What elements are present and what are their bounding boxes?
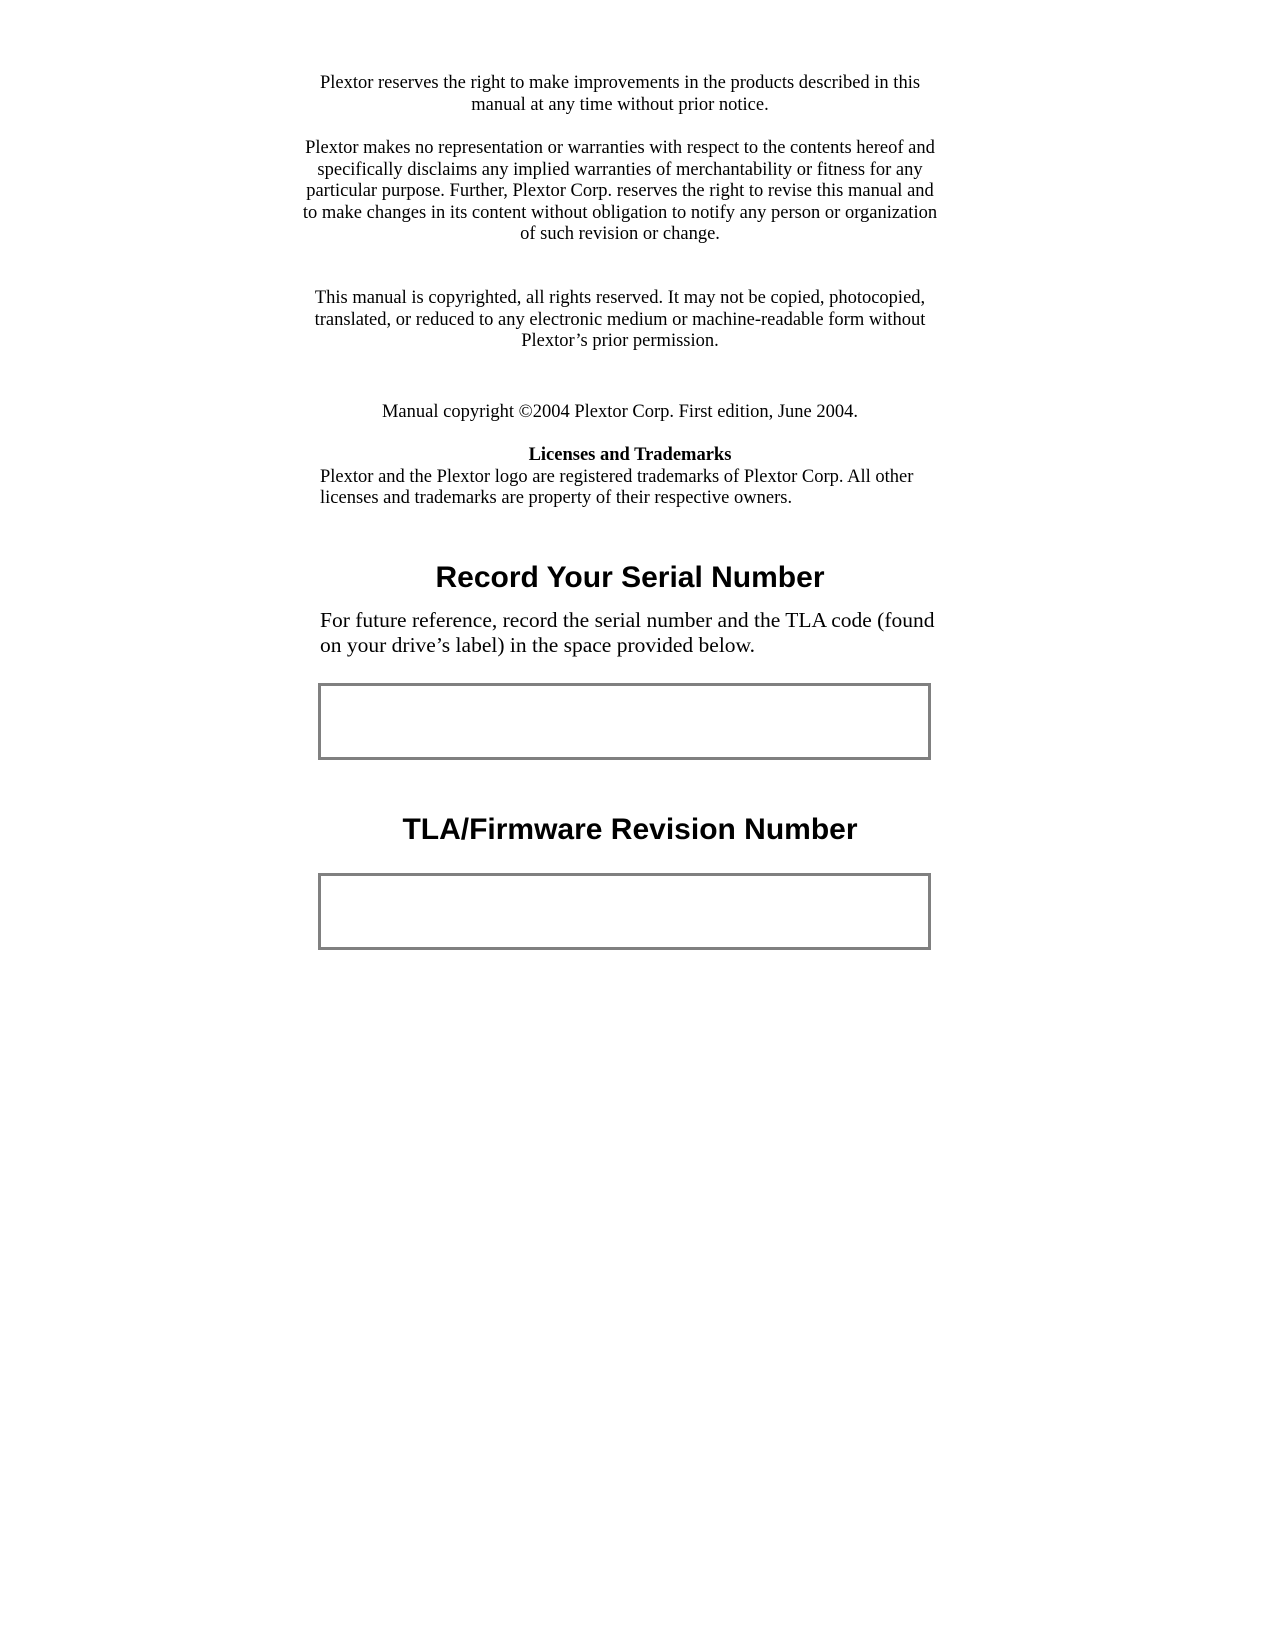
warranty-disclaimer: Plextor makes no representation or warranties with respect to the contents hereof and specifically disclaims any implied warranties of merchantability or fitness for any particular purpose. Further, Plextor Corp. reserves the right to revise this manual and to make changes in its content without obligation to notify any person or organization of such revision or change. <box>302 138 938 244</box>
licenses-section <box>320 445 940 510</box>
serial-number-box <box>318 683 931 760</box>
tla-firmware-box <box>318 873 931 950</box>
improvements-notice: Plextor reserves the right to make improvements in the products described in this manual at any time without prior notice. <box>319 73 921 115</box>
edition-line: Manual copyright ©2004 Plextor Corp. First edition, June 2004. <box>381 402 858 422</box>
licenses-body: Plextor and the Plextor logo are registered trademarks of Plextor Corp. All other licenses and trademarks are property of their respective owners. <box>320 466 914 508</box>
tla-firmware-heading: TLA/Firmware Revision Number <box>402 813 858 846</box>
serial-number-heading: Record Your Serial Number <box>435 561 825 594</box>
serial-number-instructions: For future reference, record the serial number and the TLA code (found on your drive’s label) in the space provided below. <box>320 608 935 657</box>
licenses-heading: Licenses and Trademarks <box>528 445 732 465</box>
copyright-notice: This manual is copyrighted, all rights reserved. It may not be copied, photocopied, translated, or reduced to any electronic medium or machine-readable form without Plextor’s prior permission. <box>314 288 926 351</box>
